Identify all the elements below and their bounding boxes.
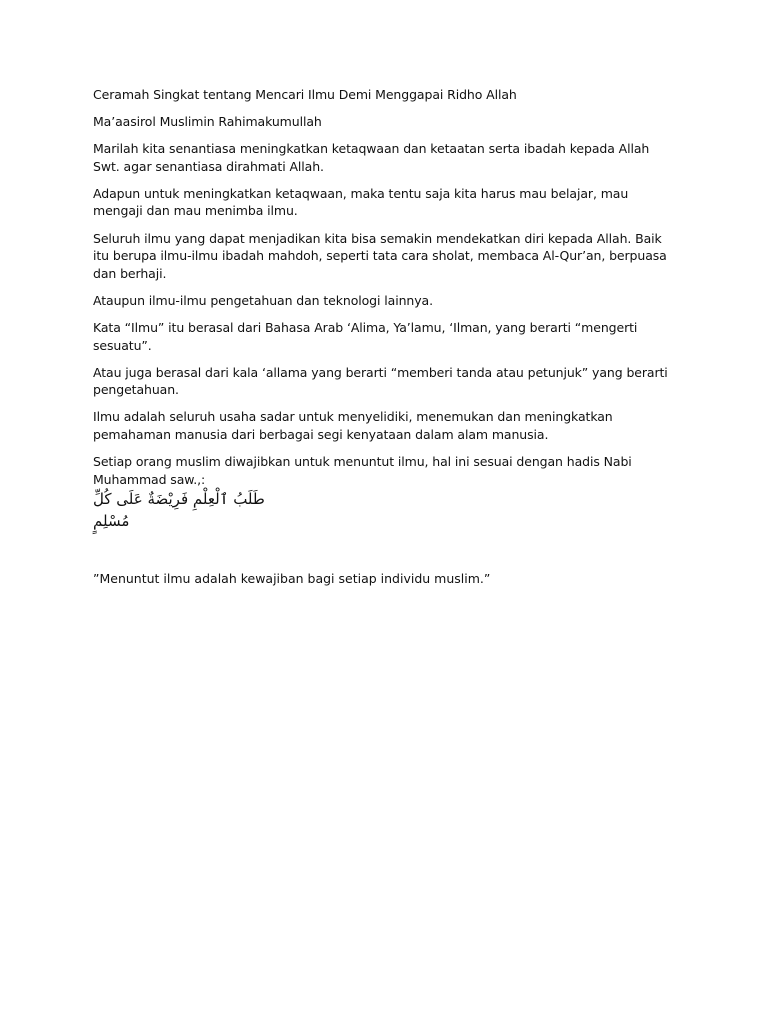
body-paragraph: Kata “Ilmu” itu berasal dari Bahasa Arab ‘Alima, Ya’lamu, ‘Ilman, yang berarti “mengerti sesuatu”.	[93, 319, 638, 353]
body-paragraph: Setiap orang muslim diwajibkan untuk menuntut ilmu, hal ini sesuai dengan hadis Nabi Muhammad saw.,:	[93, 454, 632, 487]
body-paragraph: Ilmu adalah seluruh usaha sadar untuk menyelidiki, menemukan dan meningkatkan pemahaman manusia dari berbagai segi kenyataan dalam alam manusia.	[93, 409, 613, 442]
body-paragraph: Marilah kita senantiasa meningkatkan ketaqwaan dan ketaatan serta ibadah kepada Allah Swt. agar senantiasa dirahmati Allah.	[93, 141, 650, 174]
body-paragraph: Ataupun ilmu-ilmu pengetahuan dan teknologi lainnya.	[93, 292, 433, 308]
document-title: Ceramah Singkat tentang Mencari Ilmu Demi Menggapai Ridho Allah	[93, 87, 517, 102]
document-body	[93, 86, 675, 588]
greeting-paragraph: Ma’aasirol Muslimin Rahimakumullah	[93, 114, 322, 130]
arabic-hadith-line: طَلَبُ ٱلْعِلْمِ فَرِيْضَةٌ عَلَى كُلِّ مُسْلِمٍ	[93, 490, 265, 531]
body-paragraph: Seluruh ilmu yang dapat menjadikan kita bisa semakin mendekatkan diri kepada Allah. Baik itu berupa ilmu-ilmu ibadah mahdoh, seperti tata cara sholat, membaca Al-Qur’an, berpuasa dan berhaji.	[93, 230, 667, 281]
body-paragraph: Adapun untuk meningkatkan ketaqwaan, maka tentu saja kita harus mau belajar, mau mengaji dan mau menimba ilmu.	[93, 185, 629, 219]
blank-line	[93, 532, 675, 570]
translation-quote: ”Menuntut ilmu adalah kewajiban bagi setiap individu muslim.”	[93, 571, 491, 587]
body-paragraph: Atau juga berasal dari kala ‘allama yang berarti “memberi tanda atau petunjuk” yang berarti pengetahuan.	[93, 364, 668, 398]
arabic-hadith-text	[93, 488, 293, 532]
